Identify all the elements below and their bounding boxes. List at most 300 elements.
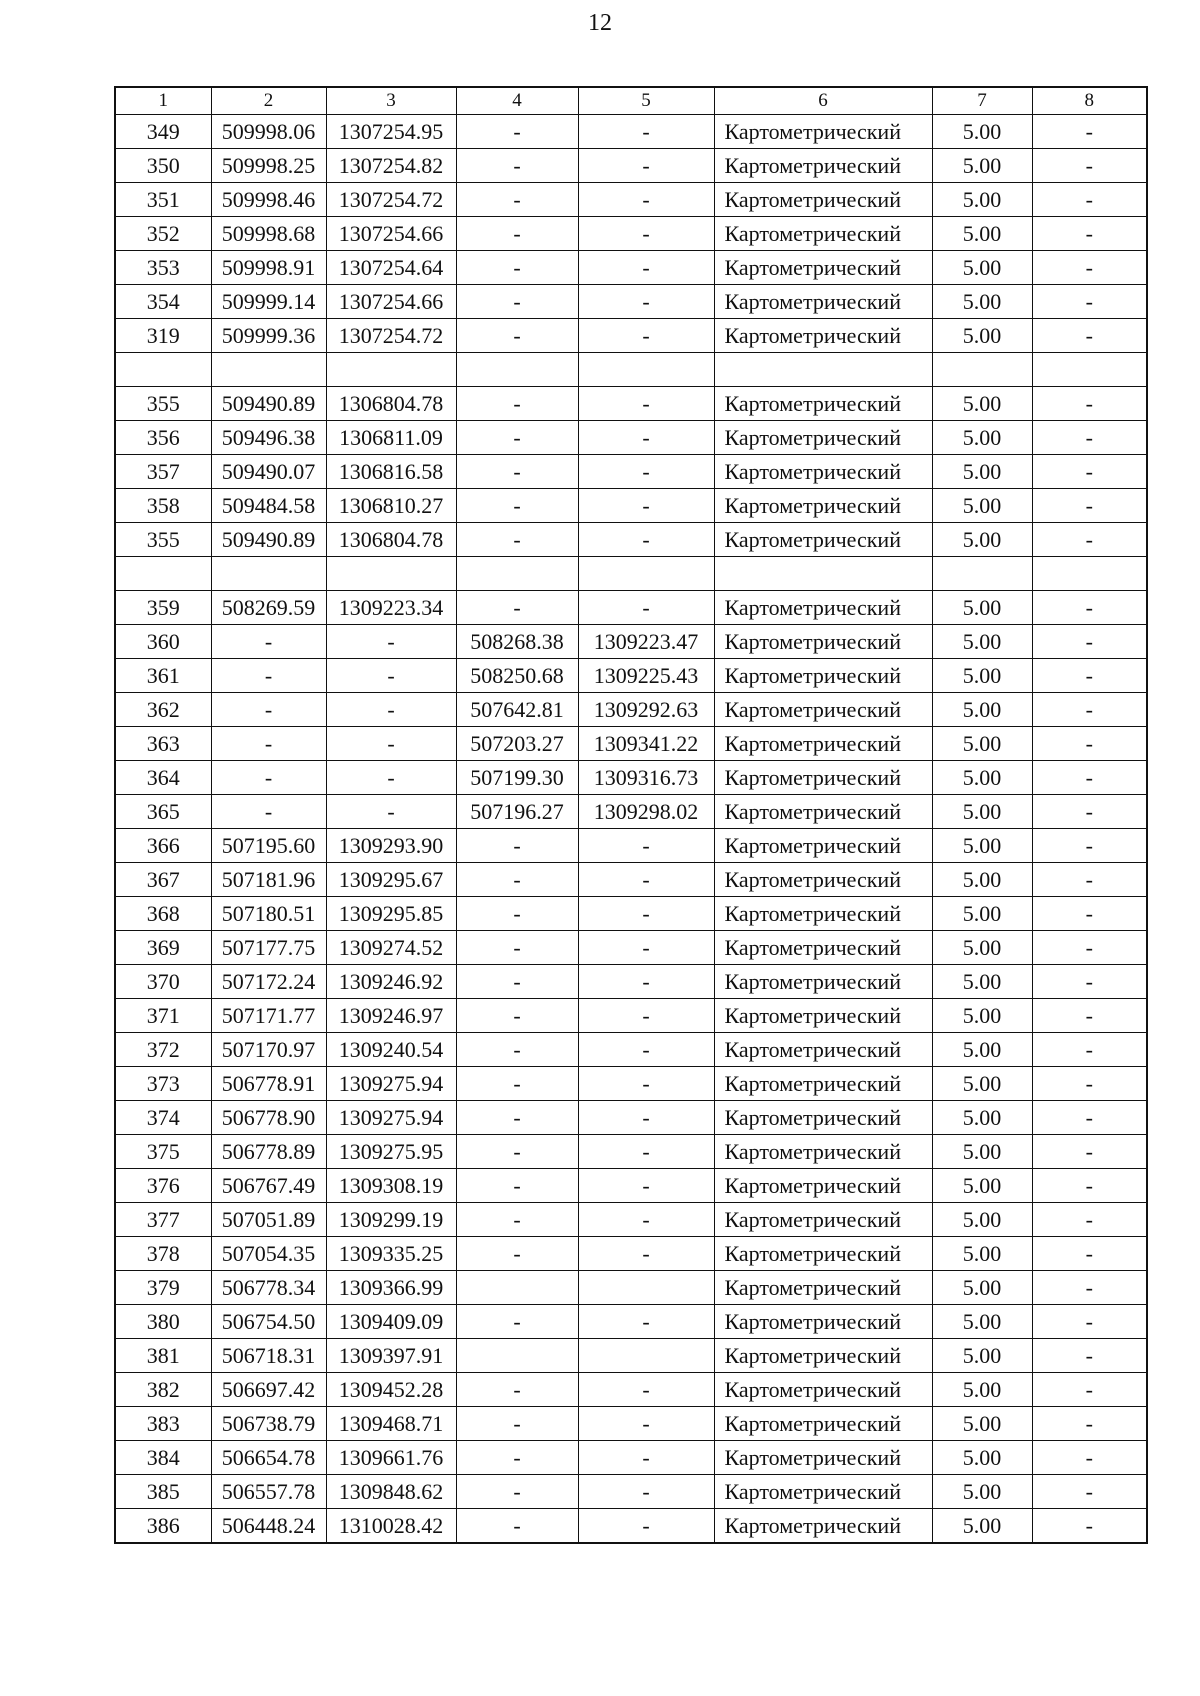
accuracy-cell: 5.00 [932, 217, 1032, 251]
table-body [115, 87, 1147, 1543]
method-cell [714, 353, 932, 387]
x-new-coord-cell: - [456, 183, 578, 217]
method-cell: Картометрический [714, 1135, 932, 1169]
table-row [115, 1271, 1147, 1305]
note-cell: - [1032, 1305, 1147, 1339]
x-coord-cell: 509999.36 [211, 319, 326, 353]
note-cell: - [1032, 251, 1147, 285]
y-coord-cell: 1307254.72 [326, 183, 456, 217]
note-cell: - [1032, 931, 1147, 965]
accuracy-cell: 5.00 [932, 1373, 1032, 1407]
point-number-cell: 365 [115, 795, 211, 829]
method-cell: Картометрический [714, 421, 932, 455]
y-new-coord-cell: - [578, 523, 714, 557]
x-new-coord-cell: - [456, 1101, 578, 1135]
y-coord-cell: 1307254.64 [326, 251, 456, 285]
y-new-coord-cell: - [578, 421, 714, 455]
table-row [115, 523, 1147, 557]
header-cell: 3 [326, 87, 456, 115]
table-row [115, 251, 1147, 285]
x-coord-cell: 507180.51 [211, 897, 326, 931]
note-cell: - [1032, 1237, 1147, 1271]
x-coord-cell [211, 557, 326, 591]
accuracy-cell: 5.00 [932, 183, 1032, 217]
x-new-coord-cell: - [456, 115, 578, 149]
y-new-coord-cell: - [578, 115, 714, 149]
accuracy-cell: 5.00 [932, 761, 1032, 795]
table-row [115, 1101, 1147, 1135]
y-coord-cell: 1307254.82 [326, 149, 456, 183]
method-cell: Картометрический [714, 1237, 932, 1271]
table-row [115, 897, 1147, 931]
y-new-coord-cell: - [578, 931, 714, 965]
table-row [115, 761, 1147, 795]
table-header-row [115, 87, 1147, 115]
note-cell [1032, 557, 1147, 591]
note-cell: - [1032, 1509, 1147, 1544]
point-number-cell: 382 [115, 1373, 211, 1407]
point-number-cell: 383 [115, 1407, 211, 1441]
accuracy-cell: 5.00 [932, 659, 1032, 693]
point-number-cell: 374 [115, 1101, 211, 1135]
accuracy-cell: 5.00 [932, 829, 1032, 863]
point-number-cell: 355 [115, 387, 211, 421]
x-new-coord-cell: 507196.27 [456, 795, 578, 829]
method-cell: Картометрический [714, 1101, 932, 1135]
y-coord-cell: 1309409.09 [326, 1305, 456, 1339]
point-number-cell: 379 [115, 1271, 211, 1305]
y-new-coord-cell: - [578, 1067, 714, 1101]
x-new-coord-cell: 508250.68 [456, 659, 578, 693]
x-coord-cell: 506697.42 [211, 1373, 326, 1407]
y-coord-cell: 1306804.78 [326, 387, 456, 421]
method-cell: Картометрический [714, 183, 932, 217]
table-row [115, 1033, 1147, 1067]
x-coord-cell: 506557.78 [211, 1475, 326, 1509]
accuracy-cell: 5.00 [932, 1271, 1032, 1305]
table-row [115, 659, 1147, 693]
point-number-cell: 351 [115, 183, 211, 217]
y-coord-cell: 1309335.25 [326, 1237, 456, 1271]
point-number-cell: 358 [115, 489, 211, 523]
note-cell: - [1032, 319, 1147, 353]
point-number-cell [115, 353, 211, 387]
table-row [115, 999, 1147, 1033]
accuracy-cell: 5.00 [932, 693, 1032, 727]
method-cell: Картометрический [714, 319, 932, 353]
note-cell: - [1032, 1339, 1147, 1373]
y-new-coord-cell: - [578, 897, 714, 931]
x-coord-cell: 509999.14 [211, 285, 326, 319]
x-coord-cell: 509998.68 [211, 217, 326, 251]
x-coord-cell: 506767.49 [211, 1169, 326, 1203]
y-new-coord-cell: - [578, 285, 714, 319]
note-cell: - [1032, 761, 1147, 795]
x-new-coord-cell: 507642.81 [456, 693, 578, 727]
y-new-coord-cell: 1309316.73 [578, 761, 714, 795]
y-coord-cell: 1306810.27 [326, 489, 456, 523]
accuracy-cell: 5.00 [932, 1441, 1032, 1475]
note-cell: - [1032, 489, 1147, 523]
note-cell: - [1032, 1135, 1147, 1169]
y-new-coord-cell: - [578, 965, 714, 999]
note-cell: - [1032, 999, 1147, 1033]
point-number-cell: 355 [115, 523, 211, 557]
point-number-cell: 353 [115, 251, 211, 285]
table-row [115, 1169, 1147, 1203]
header-cell: 4 [456, 87, 578, 115]
x-coord-cell: 506654.78 [211, 1441, 326, 1475]
x-new-coord-cell: 508268.38 [456, 625, 578, 659]
x-new-coord-cell: - [456, 1237, 578, 1271]
y-new-coord-cell: - [578, 1475, 714, 1509]
note-cell: - [1032, 523, 1147, 557]
accuracy-cell: 5.00 [932, 115, 1032, 149]
y-new-coord-cell: - [578, 1033, 714, 1067]
x-coord-cell: 507171.77 [211, 999, 326, 1033]
y-coord-cell: - [326, 693, 456, 727]
table-row [115, 727, 1147, 761]
y-coord-cell: 1309274.52 [326, 931, 456, 965]
note-cell: - [1032, 115, 1147, 149]
x-new-coord-cell: - [456, 421, 578, 455]
x-new-coord-cell: - [456, 965, 578, 999]
y-new-coord-cell: 1309298.02 [578, 795, 714, 829]
note-cell: - [1032, 1475, 1147, 1509]
x-new-coord-cell [456, 557, 578, 591]
accuracy-cell: 5.00 [932, 1407, 1032, 1441]
accuracy-cell: 5.00 [932, 591, 1032, 625]
x-coord-cell: 507177.75 [211, 931, 326, 965]
x-coord-cell: 506738.79 [211, 1407, 326, 1441]
x-new-coord-cell: - [456, 1373, 578, 1407]
x-new-coord-cell [456, 1271, 578, 1305]
accuracy-cell: 5.00 [932, 1135, 1032, 1169]
header-cell: 5 [578, 87, 714, 115]
method-cell: Картометрический [714, 1203, 932, 1237]
y-new-coord-cell [578, 1271, 714, 1305]
note-cell: - [1032, 1373, 1147, 1407]
table-row [115, 1339, 1147, 1373]
header-cell: 7 [932, 87, 1032, 115]
accuracy-cell: 5.00 [932, 523, 1032, 557]
x-coord-cell: 507170.97 [211, 1033, 326, 1067]
y-coord-cell: 1309240.54 [326, 1033, 456, 1067]
method-cell: Картометрический [714, 217, 932, 251]
x-coord-cell: 506778.90 [211, 1101, 326, 1135]
y-new-coord-cell: - [578, 1101, 714, 1135]
x-new-coord-cell: - [456, 1203, 578, 1237]
point-number-cell: 352 [115, 217, 211, 251]
note-cell: - [1032, 829, 1147, 863]
note-cell: - [1032, 727, 1147, 761]
point-number-cell: 363 [115, 727, 211, 761]
y-coord-cell: 1309397.91 [326, 1339, 456, 1373]
accuracy-cell: 5.00 [932, 965, 1032, 999]
point-number-cell: 364 [115, 761, 211, 795]
point-number-cell: 377 [115, 1203, 211, 1237]
x-new-coord-cell: - [456, 1441, 578, 1475]
accuracy-cell [932, 353, 1032, 387]
x-new-coord-cell: - [456, 1407, 578, 1441]
accuracy-cell: 5.00 [932, 1033, 1032, 1067]
table-row [115, 285, 1147, 319]
y-coord-cell: 1306816.58 [326, 455, 456, 489]
x-coord-cell: 506778.34 [211, 1271, 326, 1305]
method-cell: Картометрический [714, 931, 932, 965]
note-cell: - [1032, 1101, 1147, 1135]
method-cell: Картометрический [714, 1509, 932, 1544]
y-new-coord-cell [578, 1339, 714, 1373]
method-cell: Картометрический [714, 999, 932, 1033]
x-coord-cell: 507195.60 [211, 829, 326, 863]
accuracy-cell: 5.00 [932, 1339, 1032, 1373]
y-coord-cell: 1309295.85 [326, 897, 456, 931]
y-coord-cell [326, 353, 456, 387]
table-row [115, 1509, 1147, 1544]
y-coord-cell: 1309275.94 [326, 1067, 456, 1101]
y-coord-cell: 1307254.66 [326, 217, 456, 251]
point-number-cell: 376 [115, 1169, 211, 1203]
x-coord-cell: 506448.24 [211, 1509, 326, 1544]
point-number-cell: 373 [115, 1067, 211, 1101]
y-coord-cell: 1309246.97 [326, 999, 456, 1033]
table-row [115, 693, 1147, 727]
note-cell: - [1032, 387, 1147, 421]
table-row [115, 1441, 1147, 1475]
x-coord-cell: 508269.59 [211, 591, 326, 625]
x-new-coord-cell: - [456, 285, 578, 319]
x-new-coord-cell: - [456, 1509, 578, 1544]
y-coord-cell: - [326, 727, 456, 761]
x-new-coord-cell: - [456, 149, 578, 183]
x-coord-cell: - [211, 659, 326, 693]
method-cell: Картометрический [714, 761, 932, 795]
x-new-coord-cell: - [456, 591, 578, 625]
table-row [115, 829, 1147, 863]
method-cell: Картометрический [714, 965, 932, 999]
table-row [115, 1305, 1147, 1339]
y-coord-cell: 1306811.09 [326, 421, 456, 455]
table-row [115, 489, 1147, 523]
table-row [115, 183, 1147, 217]
note-cell: - [1032, 693, 1147, 727]
accuracy-cell: 5.00 [932, 1203, 1032, 1237]
point-number-cell: 370 [115, 965, 211, 999]
y-new-coord-cell: - [578, 489, 714, 523]
point-number-cell: 319 [115, 319, 211, 353]
note-cell: - [1032, 659, 1147, 693]
table-row [115, 1407, 1147, 1441]
table-row [115, 353, 1147, 387]
x-new-coord-cell: - [456, 1135, 578, 1169]
y-new-coord-cell: - [578, 591, 714, 625]
accuracy-cell: 5.00 [932, 1305, 1032, 1339]
method-cell [714, 557, 932, 591]
method-cell: Картометрический [714, 659, 932, 693]
y-coord-cell: 1309848.62 [326, 1475, 456, 1509]
x-coord-cell [211, 353, 326, 387]
accuracy-cell: 5.00 [932, 795, 1032, 829]
y-new-coord-cell: - [578, 183, 714, 217]
note-cell: - [1032, 1407, 1147, 1441]
accuracy-cell: 5.00 [932, 149, 1032, 183]
page-number: 12 [588, 10, 612, 36]
x-coord-cell: 509490.07 [211, 455, 326, 489]
table-row [115, 115, 1147, 149]
x-new-coord-cell: - [456, 863, 578, 897]
y-coord-cell: - [326, 659, 456, 693]
method-cell: Картометрический [714, 523, 932, 557]
x-new-coord-cell: - [456, 217, 578, 251]
table-row [115, 1203, 1147, 1237]
table-row [115, 931, 1147, 965]
x-coord-cell: 507051.89 [211, 1203, 326, 1237]
point-number-cell: 367 [115, 863, 211, 897]
point-number-cell: 350 [115, 149, 211, 183]
note-cell: - [1032, 217, 1147, 251]
method-cell: Картометрический [714, 1271, 932, 1305]
x-new-coord-cell: - [456, 523, 578, 557]
accuracy-cell: 5.00 [932, 625, 1032, 659]
x-coord-cell: - [211, 693, 326, 727]
table-row [115, 319, 1147, 353]
y-new-coord-cell [578, 353, 714, 387]
x-coord-cell: 506754.50 [211, 1305, 326, 1339]
method-cell: Картометрический [714, 693, 932, 727]
y-coord-cell [326, 557, 456, 591]
y-coord-cell: 1310028.42 [326, 1509, 456, 1544]
x-coord-cell: 509998.06 [211, 115, 326, 149]
accuracy-cell: 5.00 [932, 387, 1032, 421]
table-row [115, 795, 1147, 829]
x-new-coord-cell: - [456, 1169, 578, 1203]
method-cell: Картометрический [714, 285, 932, 319]
y-new-coord-cell: - [578, 999, 714, 1033]
table-row [115, 625, 1147, 659]
x-coord-cell: 509484.58 [211, 489, 326, 523]
accuracy-cell: 5.00 [932, 421, 1032, 455]
y-coord-cell: 1309308.19 [326, 1169, 456, 1203]
x-new-coord-cell: - [456, 1067, 578, 1101]
method-cell: Картометрический [714, 1441, 932, 1475]
header-cell: 2 [211, 87, 326, 115]
note-cell: - [1032, 591, 1147, 625]
note-cell: - [1032, 863, 1147, 897]
y-new-coord-cell: - [578, 217, 714, 251]
y-new-coord-cell: - [578, 1203, 714, 1237]
point-number-cell [115, 557, 211, 591]
accuracy-cell: 5.00 [932, 999, 1032, 1033]
y-coord-cell: 1309468.71 [326, 1407, 456, 1441]
y-new-coord-cell: 1309341.22 [578, 727, 714, 761]
method-cell: Картометрический [714, 591, 932, 625]
note-cell: - [1032, 795, 1147, 829]
accuracy-cell: 5.00 [932, 897, 1032, 931]
note-cell: - [1032, 625, 1147, 659]
x-new-coord-cell: - [456, 1033, 578, 1067]
y-coord-cell: 1309275.95 [326, 1135, 456, 1169]
method-cell: Картометрический [714, 115, 932, 149]
note-cell: - [1032, 183, 1147, 217]
method-cell: Картометрический [714, 829, 932, 863]
y-coord-cell: 1309299.19 [326, 1203, 456, 1237]
note-cell: - [1032, 421, 1147, 455]
table-row [115, 455, 1147, 489]
x-new-coord-cell: - [456, 455, 578, 489]
x-new-coord-cell: - [456, 999, 578, 1033]
point-number-cell: 380 [115, 1305, 211, 1339]
accuracy-cell: 5.00 [932, 931, 1032, 965]
y-coord-cell: 1309223.34 [326, 591, 456, 625]
y-new-coord-cell: 1309225.43 [578, 659, 714, 693]
point-number-cell: 378 [115, 1237, 211, 1271]
y-new-coord-cell: - [578, 387, 714, 421]
method-cell: Картометрический [714, 149, 932, 183]
method-cell: Картометрический [714, 625, 932, 659]
x-new-coord-cell: - [456, 319, 578, 353]
x-coord-cell: 509998.46 [211, 183, 326, 217]
method-cell: Картометрический [714, 455, 932, 489]
method-cell: Картометрический [714, 251, 932, 285]
table-row [115, 965, 1147, 999]
method-cell: Картометрический [714, 1033, 932, 1067]
y-coord-cell: 1309452.28 [326, 1373, 456, 1407]
y-coord-cell: 1307254.66 [326, 285, 456, 319]
method-cell: Картометрический [714, 1067, 932, 1101]
y-new-coord-cell: - [578, 455, 714, 489]
table-row [115, 387, 1147, 421]
y-coord-cell: 1307254.72 [326, 319, 456, 353]
accuracy-cell: 5.00 [932, 319, 1032, 353]
header-cell: 6 [714, 87, 932, 115]
method-cell: Картометрический [714, 863, 932, 897]
x-new-coord-cell [456, 353, 578, 387]
y-new-coord-cell: - [578, 149, 714, 183]
point-number-cell: 369 [115, 931, 211, 965]
note-cell: - [1032, 455, 1147, 489]
x-coord-cell: - [211, 625, 326, 659]
table-row [115, 421, 1147, 455]
y-new-coord-cell: - [578, 1441, 714, 1475]
y-coord-cell: 1309246.92 [326, 965, 456, 999]
table-row [115, 1135, 1147, 1169]
accuracy-cell: 5.00 [932, 1509, 1032, 1544]
x-coord-cell: 507172.24 [211, 965, 326, 999]
accuracy-cell: 5.00 [932, 1475, 1032, 1509]
point-number-cell: 385 [115, 1475, 211, 1509]
x-new-coord-cell: 507203.27 [456, 727, 578, 761]
y-coord-cell: 1309293.90 [326, 829, 456, 863]
x-coord-cell: 506778.89 [211, 1135, 326, 1169]
note-cell: - [1032, 1169, 1147, 1203]
x-new-coord-cell [456, 1339, 578, 1373]
point-number-cell: 359 [115, 591, 211, 625]
y-new-coord-cell: - [578, 1169, 714, 1203]
coordinates-table [114, 86, 1148, 1544]
x-coord-cell: 506778.91 [211, 1067, 326, 1101]
y-new-coord-cell: - [578, 251, 714, 285]
method-cell: Картометрический [714, 1407, 932, 1441]
point-number-cell: 371 [115, 999, 211, 1033]
x-coord-cell: 507181.96 [211, 863, 326, 897]
accuracy-cell: 5.00 [932, 285, 1032, 319]
point-number-cell: 375 [115, 1135, 211, 1169]
note-cell: - [1032, 149, 1147, 183]
point-number-cell: 361 [115, 659, 211, 693]
table-row [115, 1067, 1147, 1101]
point-number-cell: 357 [115, 455, 211, 489]
